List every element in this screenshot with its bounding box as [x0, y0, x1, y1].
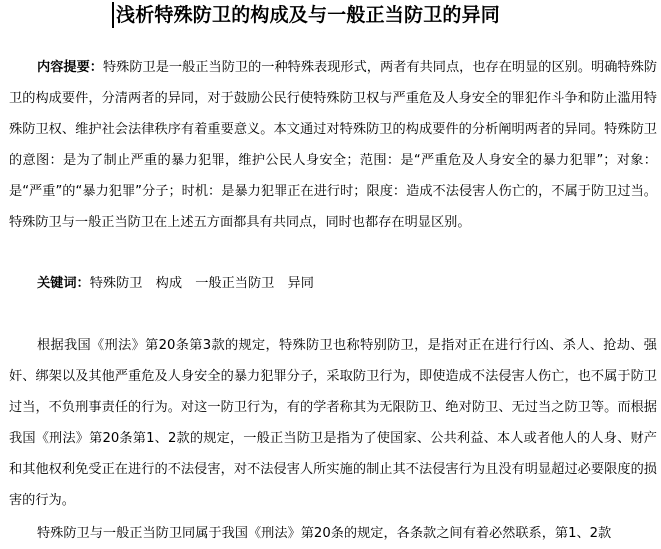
- document-title[interactable]: 浅析特殊防卫的构成及与一般正当防卫的异同: [116, 4, 501, 26]
- abstract-label: 内容提要：: [37, 60, 103, 75]
- keywords-text: 特殊防卫 构成 一般正当防卫 异同: [89, 276, 314, 291]
- body-paragraph-1[interactable]: 根据我国《刑法》第20条第3款的规定，特殊防卫也称特别防卫，是指对正在进行行凶、杀人、抢劫、强奸、绑架以及其他严重危及人身安全的暴力犯罪分子，采取防卫行为，即使造成不法侵害人伤亡，也不属于防卫过当，不负刑事责任的行为。对这一防卫行为，有的学者称其为无限防卫、绝对防卫、无过当之防卫等。而根据我国《刑法》第20条第1、2款的规定，一般正当防卫是指为了使国家、公共利益、本人或者他人的人身、财产和其他权利免受正在进行的不法侵害，对不法侵害人所实施的制止其不法侵害行为且没有明显超过必要限度的损害的行为。: [9, 338, 657, 508]
- abstract-text: 特殊防卫是一般正当防卫的一种特殊表现形式，两者有共同点，也存在明显的区别。明确特殊防卫的构成要件，分清两者的异同，对于鼓励公民行使特殊防卫权与严重危及人身安全的罪犯作斗争和防止滥用特殊防卫权、维护社会法律秩序有着重要意义。本文通过对特殊防卫的构成要件的分析阐明两者的异同。特殊防卫的意图：是为了制止严重的暴力犯罪，维护公民人身安全；范围：是“严重危及人身安全的暴力犯罪”；对象：是“严重”的“暴力犯罪”分子；时机：是暴力犯罪正在进行时；限度：造成不法侵害人伤亡的，不属于防卫过当。特殊防卫与一般正当防卫在上述五方面都具有共同点，同时也都存在明显区别。: [9, 60, 658, 230]
- body-paragraph-2[interactable]: 特殊防卫与一般正当防卫同属于我国《刑法》第20条的规定，各条款之间有着必然联系，第1、2款: [37, 526, 612, 541]
- text-cursor: [112, 2, 114, 28]
- keywords-label: 关键词：: [37, 276, 90, 291]
- keywords-paragraph[interactable]: [9, 268, 657, 299]
- abstract-paragraph[interactable]: [9, 52, 657, 238]
